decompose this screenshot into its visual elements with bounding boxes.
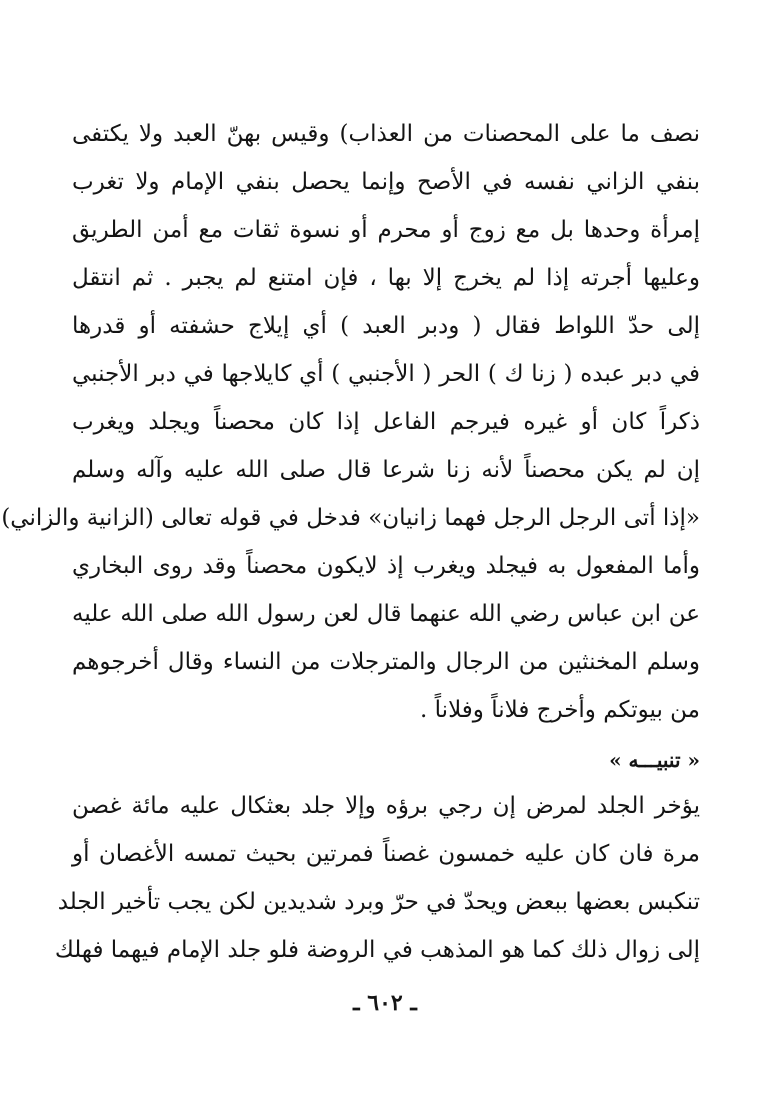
text-line: إلى حدّ اللواط فقال ( ودبر العبد ) أي إيلاج حشفته أو قدرها <box>72 313 700 339</box>
text-line: بنفي الزاني نفسه في الأصح وإنما يحصل بنفي الإمام ولا تغرب <box>72 169 700 195</box>
page-number: ـ ٦٠٢ ـ <box>353 990 417 1016</box>
text-line: وأما المفعول به فيجلد ويغرب إذ لايكون محصناً وقد روى البخاري <box>72 553 700 579</box>
text-line: عن ابن عباس رضي الله عنهما قال لعن رسول الله صلى الله عليه <box>72 601 700 627</box>
text-line: نصف ما على المحصنات من العذاب) وقيس بهنّ العبد ولا يكتفى <box>72 121 700 147</box>
note-line: مرة فان كان عليه خمسون غصناً فمرتين بحيث تمسه الأغصان أو <box>72 841 700 867</box>
note-line: تنكبس بعضها ببعض ويحدّ في حرّ وبرد شديدين لكن يجب تأخير الجلد <box>57 889 700 915</box>
text-line: في دبر عبده ( زنا ك ) الحر ( الأجنبي ) أي كايلاجها في دبر الأجنبي <box>72 361 700 387</box>
text-line: وعليها أجرته إذا لم يخرج إلا بها ، فإن امتنع لم يجبر . ثم انتقل <box>72 265 700 291</box>
text-line: وسلم المخنثين من الرجال والمترجلات من النساء وقال أخرجوهم <box>72 649 700 675</box>
note-heading: « تنبيـــه » <box>609 748 700 772</box>
note-text <box>54 782 700 974</box>
note-line: إلى زوال ذلك كما هو المذهب في الروضة فلو جلد الإمام فيهما فهلك <box>54 937 700 963</box>
main-text <box>1 110 700 734</box>
text-line: ذكراً كان أو غيره فيرجم الفاعل إذا كان محصناً ويجلد ويغرب <box>72 409 700 435</box>
text-line: «إذا أتى الرجل الرجل فهما زانيان» فدخل في قوله تعالى (الزانية والزاني) <box>1 505 700 531</box>
text-line: من بيوتكم وأخرج فلاناً وفلاناً . <box>420 697 700 723</box>
text-line: إن لم يكن محصناً لأنه زنا شرعا قال صلى الله عليه وآله وسلم <box>72 457 700 483</box>
note-line: يؤخر الجلد لمرض إن رجي برؤه وإلا جلد بعثكال عليه مائة غصن <box>72 793 700 819</box>
text-line: إمرأة وحدها بل مع زوج أو محرم أو نسوة ثقات مع أمن الطريق <box>72 217 700 243</box>
